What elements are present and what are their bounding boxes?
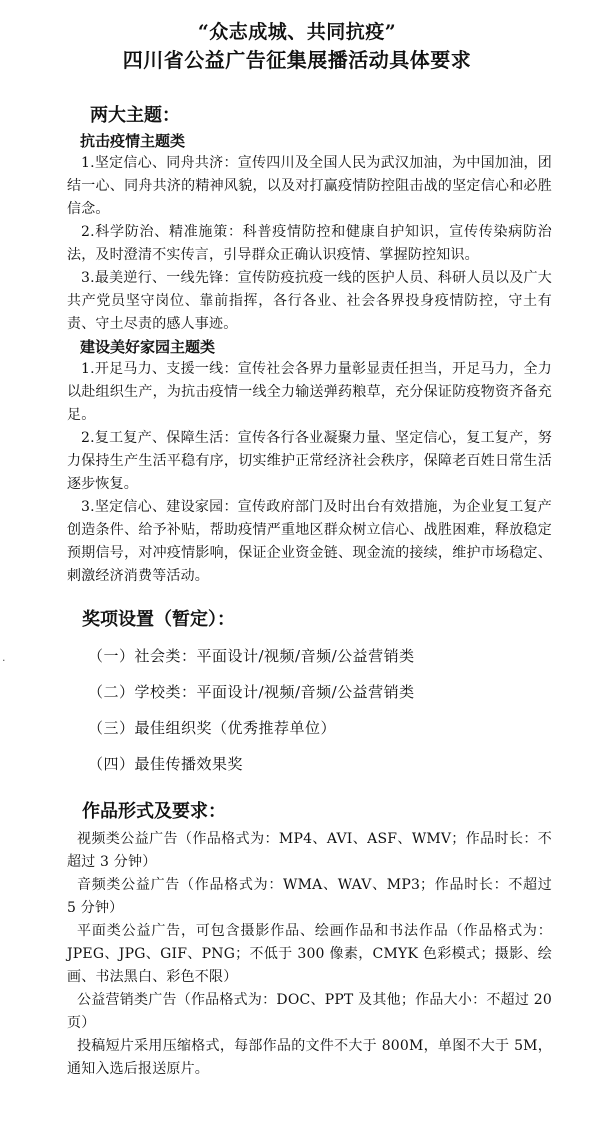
award-item-4: （四）最佳传播效果奖	[88, 755, 244, 773]
document-title-line2: 四川省公益广告征集展播活动具体要求	[122, 48, 472, 72]
award-item-3: （三）最佳组织奖（优秀推荐单位）	[88, 719, 337, 737]
award-item-2: （二）学校类：平面设计/视频/音频/公益营销类	[88, 683, 415, 701]
theme-group1-heading: 抗击疫情主题类	[80, 132, 186, 150]
requirement-print: 平面类公益广告，可包含摄影作品、绘画作品和书法作品（作品格式为：JPEG、JPG、GIF、PNG；不低于 300 像素，CMYK 色彩模式；摄影、绘画、书法黑白、彩色不限）	[67, 923, 552, 985]
requirement-marketing: 公益营销类广告（作品格式为：DOC、PPT 及其他；作品大小：不超过 20 页）	[67, 992, 552, 1031]
requirement-video: 视频类公益广告（作品格式为：MP4、AVI、ASF、WMV；作品时长：不超过 3 分钟）	[67, 831, 552, 870]
theme-group1-item-1: 1.坚定信心、同舟共济：宣传四川及全国人民为武汉加油，为中国加油，团结一心、同舟共济的精神风貌，以及对打赢疫情防控阻击战的坚定信心和必胜信念。	[67, 155, 552, 217]
document-title-line1: “众志成城、共同抗疫”	[197, 21, 397, 43]
awards-heading: 奖项设置（暂定）：	[82, 609, 235, 630]
theme-group2-item-2: 2.复工复产、保障生活：宣传各行各业凝聚力量、坚定信心，复工复产，努力保持生产生活平稳有序，切实维护正常经济社会秩序，保障老百姓日常生活逐步恢复。	[67, 430, 552, 492]
margin-mark: ·	[2, 654, 6, 667]
requirement-submission: 投稿短片采用压缩格式，每部作品的文件不大于 800M，单图不大于 5M，通知入选后报送原片。	[67, 1038, 552, 1077]
requirement-audio: 音频类公益广告（作品格式为：WMA、WAV、MP3；作品时长：不超过 5 分钟）	[67, 877, 552, 916]
award-item-1: （一）社会类：平面设计/视频/音频/公益营销类	[88, 647, 415, 665]
themes-heading: 两大主题：	[90, 105, 180, 126]
theme-group2-heading: 建设美好家园主题类	[80, 338, 216, 356]
theme-group2-item-3: 3.坚定信心、建设家园：宣传政府部门及时出台有效措施，为企业复工复产创造条件、给予补贴，帮助疫情严重地区群众树立信心、战胜困难，释放稳定预期信号，对冲疫情影响，保证企业资金链、现金流的接续，维护市场稳定、刺激经济消费等活动。	[67, 499, 552, 584]
requirements-heading: 作品形式及要求：	[82, 801, 226, 822]
theme-group2-item-1: 1.开足马力、支援一线：宣传社会各界力量彰显责任担当，开足马力，全力以赴组织生产，为抗击疫情一线全力输送弹药粮草，充分保证防疫物资齐备充足。	[67, 361, 552, 423]
theme-group1-item-2: 2.科学防治、精准施策：科普疫情防控和健康自护知识，宣传传染病防治法，及时澄清不实传言，引导群众正确认识疫情、掌握防控知识。	[67, 224, 552, 263]
theme-group1-item-3: 3.最美逆行、一线先锋：宣传防疫抗疫一线的医护人员、科研人员以及广大共产党员坚守岗位、靠前指挥，各行各业、社会各界投身疫情防控，守土有责、守土尽责的感人事迹。	[67, 270, 552, 332]
